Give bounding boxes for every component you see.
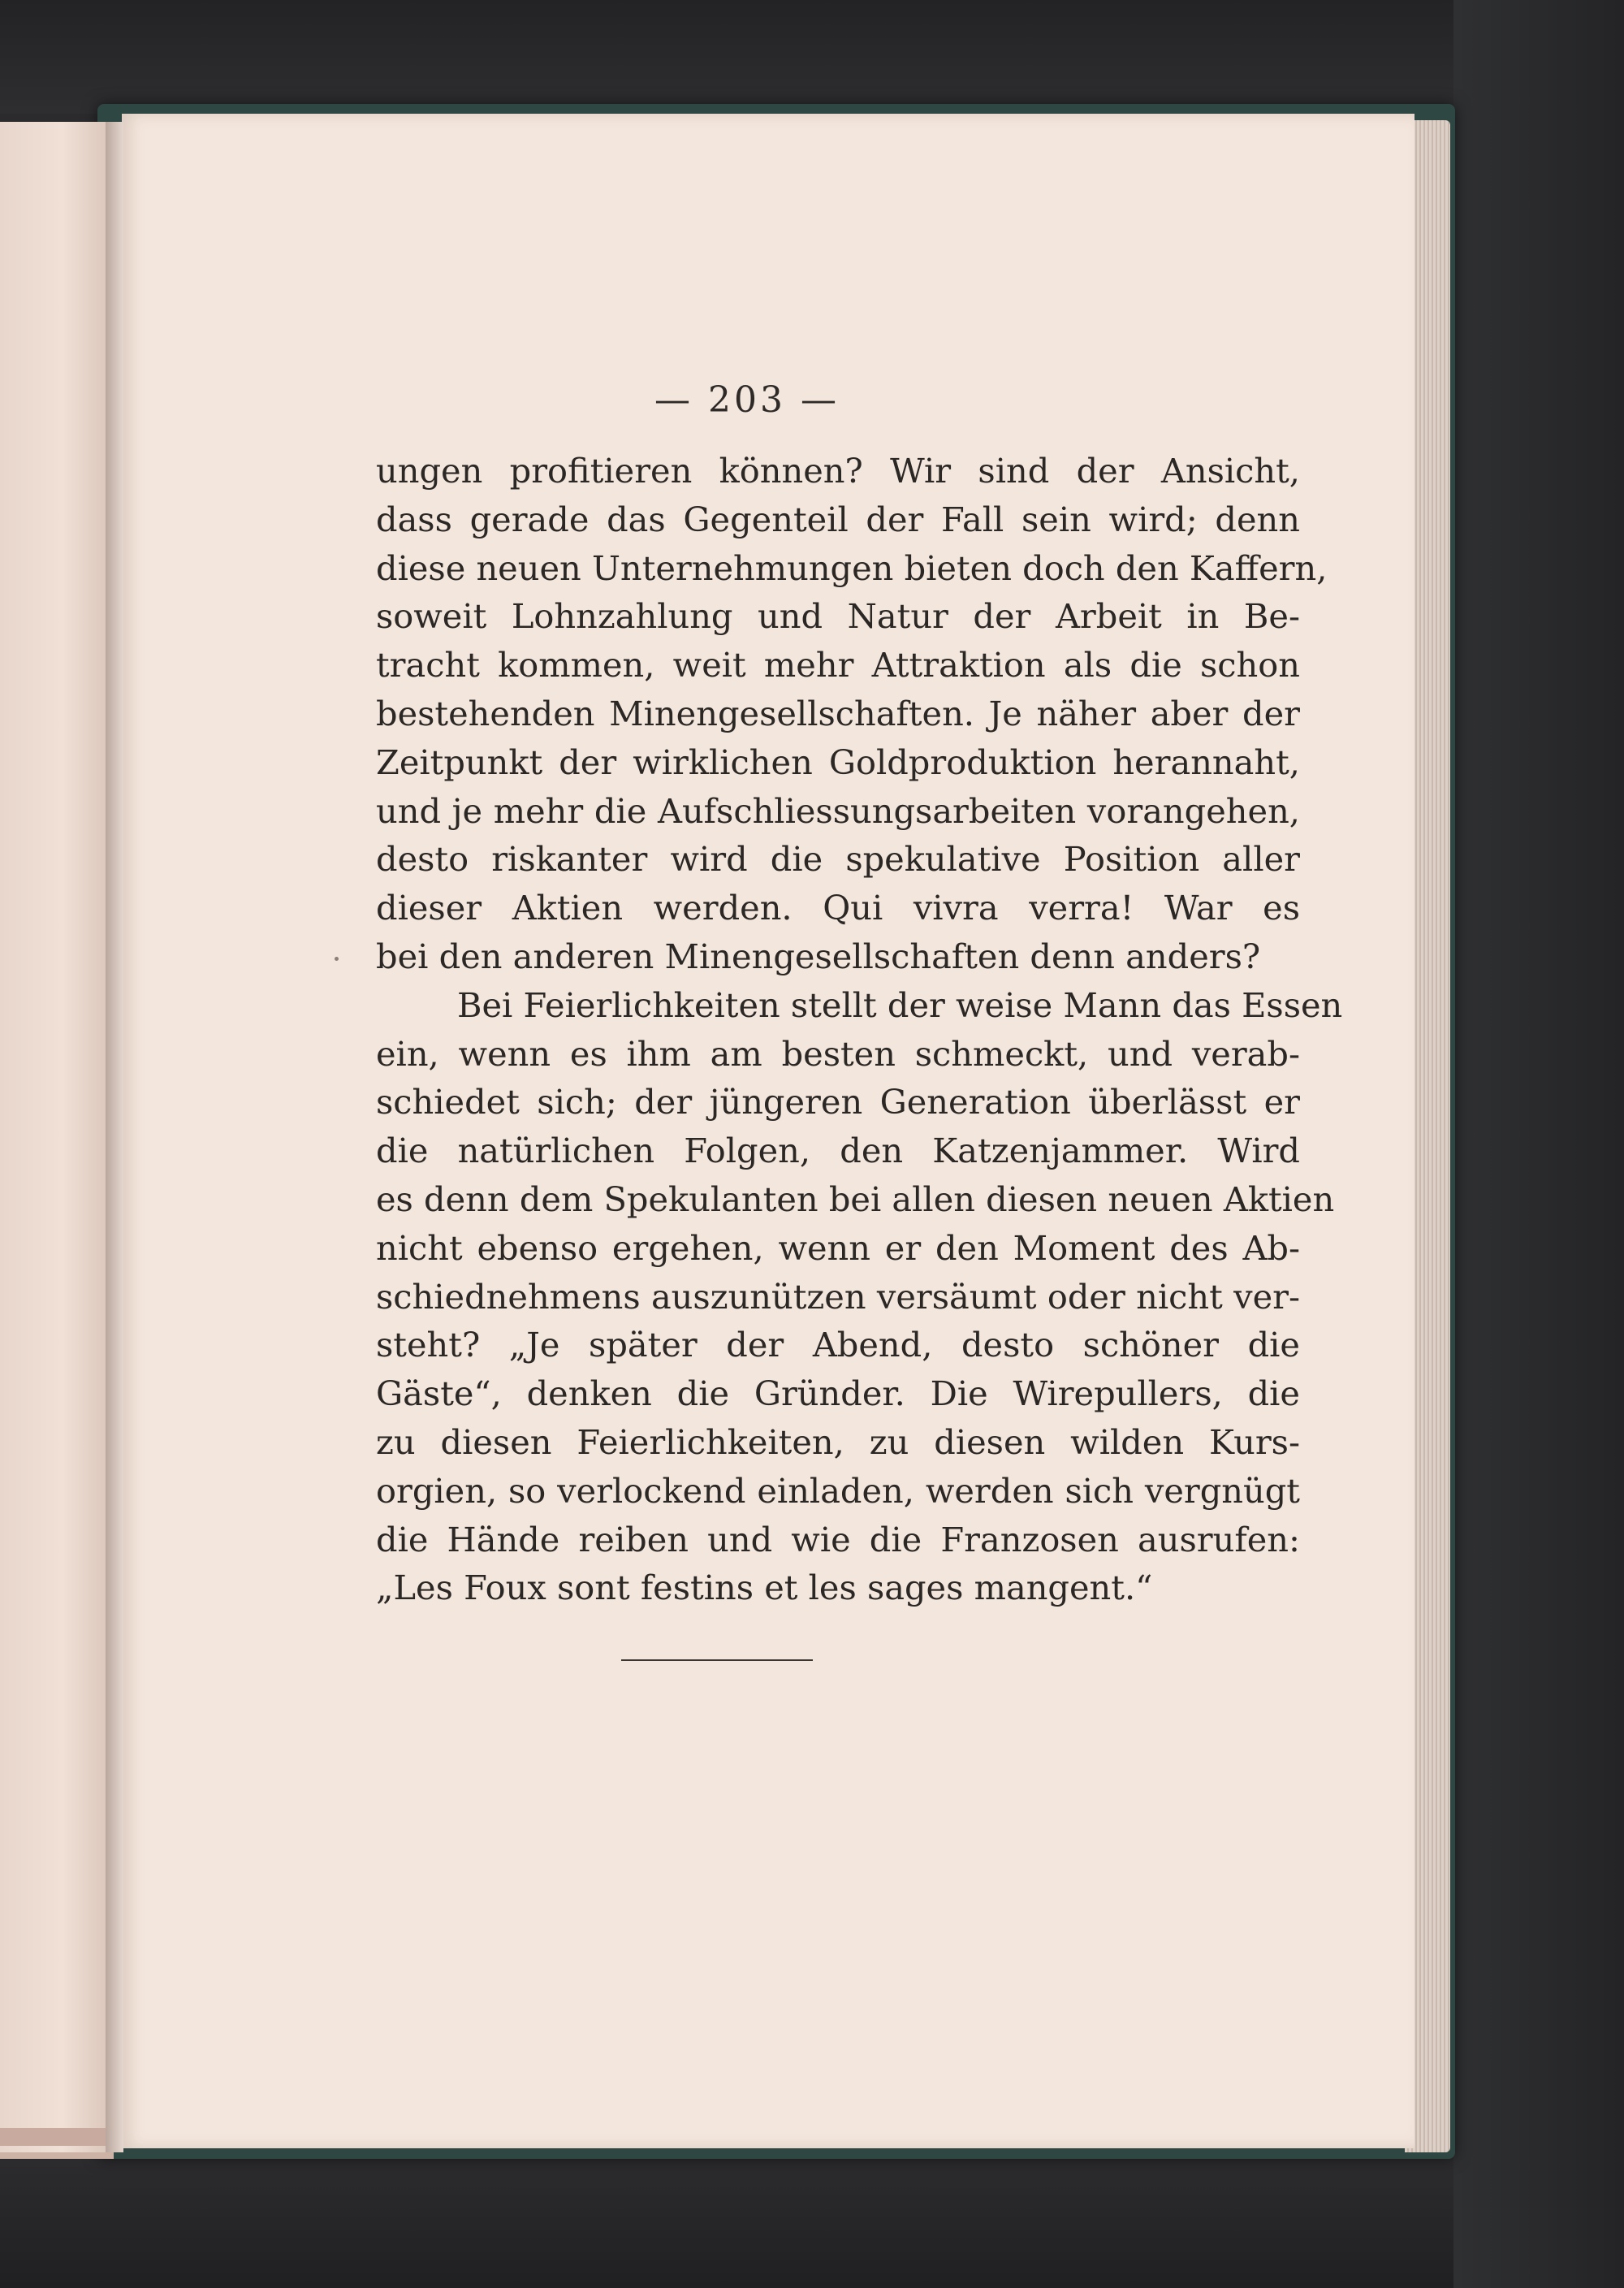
text-line: schiednehmens auszunützen versäumt oder nicht ver- bbox=[376, 1276, 1300, 1317]
text-line: bestehenden Minengesellschaften. Je näher aber der bbox=[376, 693, 1300, 733]
text-line: „Les Foux sont festins et les sages mangent.“ bbox=[376, 1568, 1153, 1608]
previous-page-edge bbox=[0, 2128, 114, 2146]
text-line: ungen profitieren können? Wir sind der Ansicht, bbox=[376, 451, 1300, 491]
text-line: Gäste“, denken die Gründer. Die Wirepullers, die bbox=[376, 1373, 1300, 1414]
text-line: tracht kommen, weit mehr Attraktion als die schon bbox=[376, 645, 1300, 686]
text-line: die natürlichen Folgen, den Katzenjammer. Wird bbox=[376, 1131, 1300, 1171]
text-line: schiedet sich; der jüngeren Generation überlässt er bbox=[376, 1082, 1300, 1122]
text-line: und je mehr die Aufschliessungsarbeiten vorangehen, bbox=[376, 790, 1300, 831]
book-page bbox=[122, 114, 1415, 2148]
section-rule bbox=[621, 1659, 813, 1661]
text-line: orgien, so verlockend einladen, werden sich vergnügt bbox=[376, 1470, 1300, 1511]
body-text bbox=[376, 447, 1343, 1612]
text-line: dieser Aktien werden. Qui vivra verra! War es bbox=[376, 888, 1300, 928]
background-top bbox=[0, 0, 1624, 114]
background-right bbox=[1453, 0, 1624, 2288]
text-line: Bei Feierlichkeiten stellt der weise Mann das Essen bbox=[457, 984, 1343, 1025]
background-bottom bbox=[0, 2160, 1624, 2288]
text-line: nicht ebenso ergehen, wenn er den Moment des Ab- bbox=[376, 1227, 1300, 1268]
text-line: es denn dem Spekulanten bei allen diesen neuen Aktien bbox=[376, 1179, 1335, 1219]
text-line: desto riskanter wird die spekulative Position aller bbox=[376, 839, 1300, 880]
page-number: — 203 — bbox=[654, 379, 840, 421]
text-line: soweit Lohnzahlung und Natur der Arbeit in Be- bbox=[376, 596, 1300, 637]
book-gutter bbox=[106, 122, 123, 2152]
text-line: dass gerade das Gegenteil der Fall sein wird; denn bbox=[376, 499, 1300, 539]
previous-page bbox=[0, 122, 114, 2159]
text-line: Zeitpunkt der wirklichen Goldproduktion herannaht, bbox=[376, 742, 1300, 782]
text-line: steht? „Je später der Abend, desto schöner die bbox=[376, 1325, 1300, 1365]
text-line: ein, wenn es ihm am besten schmeckt, und verab- bbox=[376, 1033, 1300, 1074]
text-line: bei den anderen Minengesellschaften denn anders? bbox=[376, 936, 1261, 976]
text-line: zu diesen Feierlichkeiten, zu diesen wilden Kurs- bbox=[376, 1421, 1300, 1462]
text-line: die Hände reiben und wie die Franzosen ausrufen: bbox=[376, 1519, 1300, 1559]
margin-dot bbox=[335, 957, 339, 961]
text-line: diese neuen Unternehmungen bieten doch den Kaffern, bbox=[376, 547, 1328, 588]
